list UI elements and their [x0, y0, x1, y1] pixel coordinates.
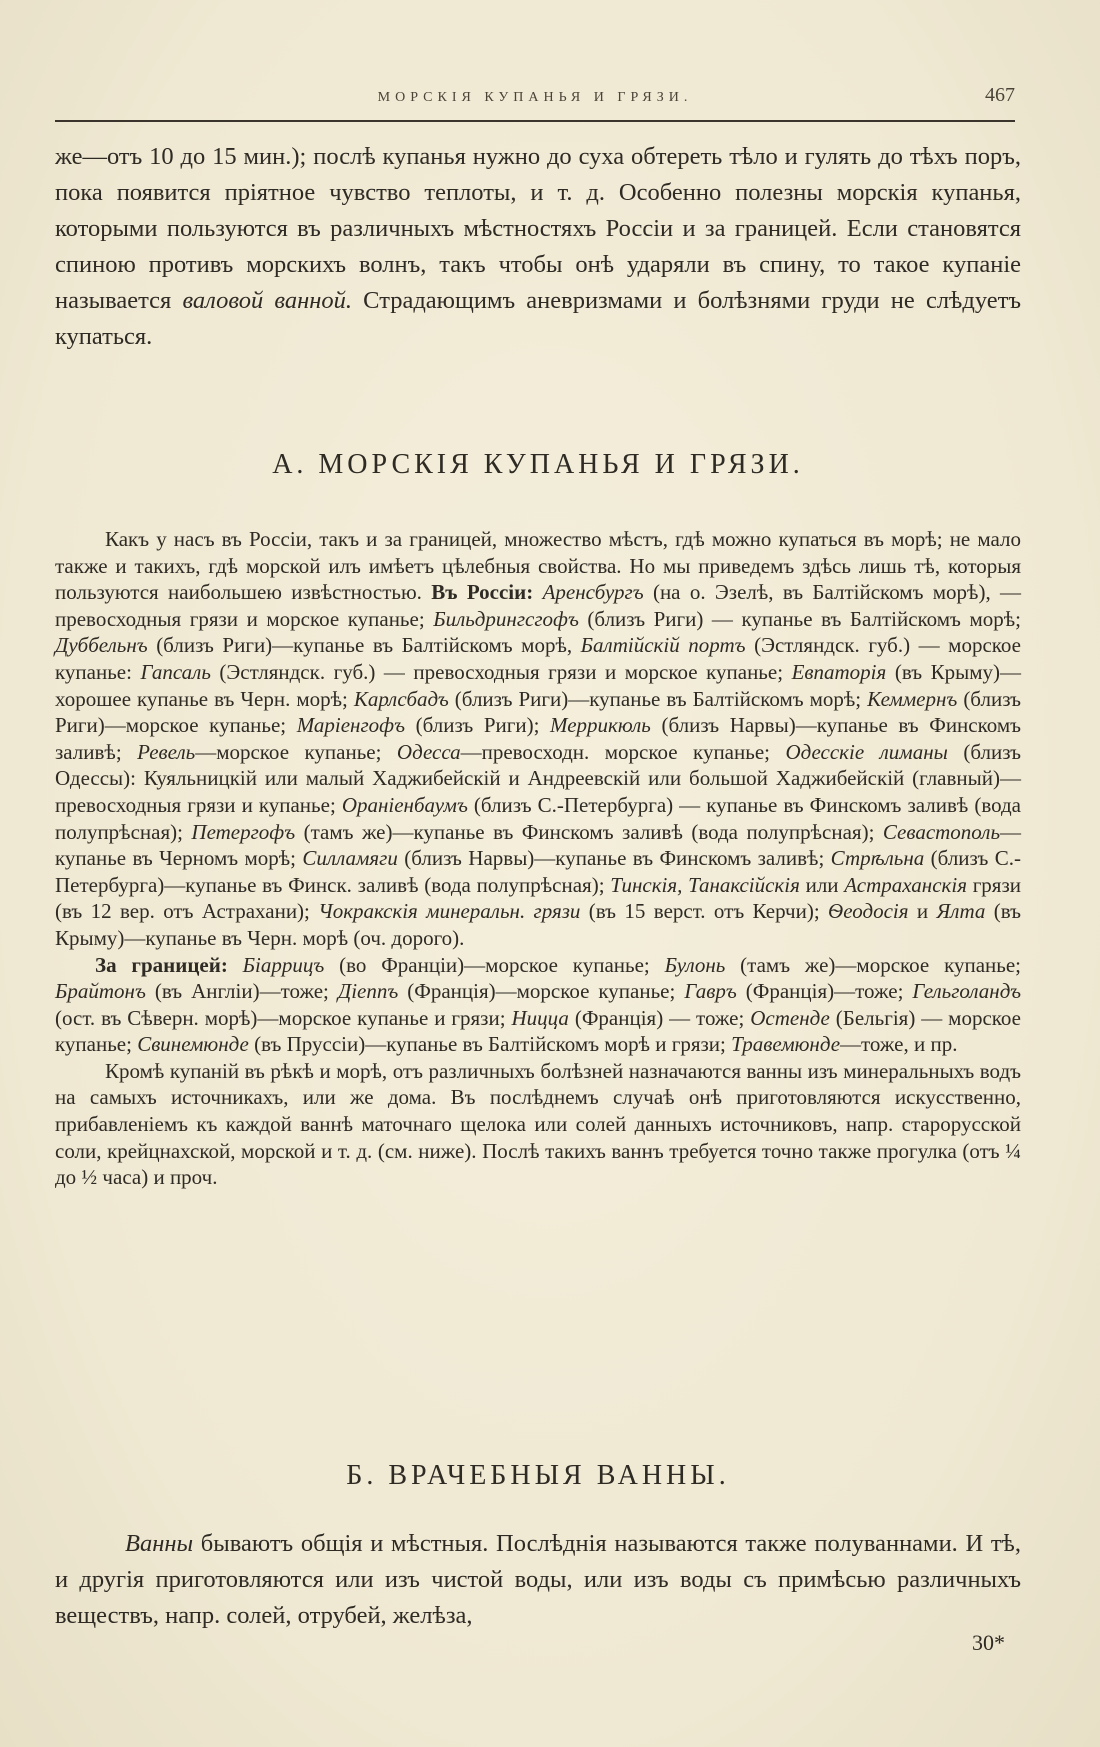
russia-place-name: Бильдрингсгофъ	[433, 606, 579, 631]
russia-place-description: (на о. Эзелѣ, въ Балтійскомъ морѣ), — превосходныя грязи и морское купанье;	[55, 580, 1022, 631]
russia-place-description: —морское купанье;	[195, 739, 397, 764]
abroad-place-name: Травемюнде	[731, 1032, 841, 1057]
russia-place-description: (близъ Риги) — купанье въ Балтійскомъ морѣ;	[578, 606, 1021, 631]
abroad-place-name: Брайтонъ	[55, 979, 146, 1004]
section-a-paragraph-2	[55, 952, 1021, 1058]
section-b-text: бываютъ общія и мѣстныя. Послѣднія называются также полуваннами. И тѣ, и другія приготовляются или изъ чистой воды, или изъ воды съ примѣсью различныхъ веществъ, напр. солей, отрубей, желѣза,	[55, 1530, 1021, 1629]
russia-place-name: Петергофъ	[191, 819, 296, 844]
russia-place-description: грязи (въ 12 вер. отъ Астрахани);	[55, 872, 1021, 924]
russia-place-name: Астраханскія	[844, 872, 967, 897]
russia-place-description: (въ Крыму)—купанье въ Черн. морѣ (оч. дорого).	[55, 899, 1021, 950]
russia-place-description: или	[799, 872, 845, 897]
russia-place-name: Кеммернъ	[867, 686, 958, 711]
abroad-place-name: Свинемюнде	[137, 1032, 249, 1057]
russia-place-description: (Эстляндск. губ.) — превосходныя грязи и морское купанье;	[210, 659, 792, 684]
russia-place-name: Ораніенбаумъ	[341, 792, 468, 817]
abroad-place-name: Гавръ	[684, 979, 737, 1004]
page-number: 467	[985, 84, 1015, 106]
russia-place-description: (близъ Нарвы)—купанье въ Финскомъ заливѣ;	[55, 713, 1022, 764]
printer-signature: 30*	[972, 1630, 1005, 1655]
running-title: МОРСКІЯ КУПАНЬЯ И ГРЯЗИ.	[377, 90, 693, 105]
russia-place-name: Чокракскія минеральн. грязи	[318, 899, 581, 924]
abroad-place-name: Ницца	[511, 1005, 569, 1030]
abroad-place-description: —тоже, и пр.	[840, 1032, 958, 1057]
abroad-place-description: (въ Пруссіи)—купанье въ Балтійскомъ морѣ и грязи;	[248, 1032, 732, 1057]
russia-place-name: Евпаторія	[791, 659, 887, 684]
russia-place-description: (въ Крыму)—хорошее купанье въ Черн. морѣ;	[55, 659, 1021, 711]
russia-place-description: (близъ Риги)—купанье въ Балтійскомъ морѣ,	[147, 633, 581, 658]
russia-place-name: Силламяги	[302, 846, 398, 871]
section-b-heading: Б. ВРАЧЕБНЫЯ ВАННЫ.	[346, 1460, 730, 1491]
russia-place-description: и	[908, 899, 937, 924]
section-b-body	[55, 1526, 1021, 1634]
russia-places-list	[55, 580, 1021, 950]
russia-place-name: Дуббельнъ	[55, 633, 148, 658]
russia-place-name: Балтійскій портъ	[580, 633, 746, 658]
russia-place-name: Одесскіе лиманы	[785, 739, 948, 764]
section-b-italic-term: Ванны	[125, 1530, 194, 1557]
russia-place-name: Аренсбургъ	[542, 580, 644, 605]
intro-text: же—отъ 10 до 15 мин.); послѣ купанья нужно до суха обтереть тѣло и гулять до тѣхъ поръ, пока появится пріятное чувство теплоты, и т. д. Особенно полезны морскія купанья, которыми пользуются въ различныхъ мѣстностяхъ Россіи и за границей. Если становятся спиною противъ морскихъ волнъ, такъ чтобы онѣ ударяли въ спину, то такое купаніе называется	[55, 143, 1021, 314]
russia-label: Въ Россіи:	[431, 580, 534, 605]
russia-place-description: (близъ Риги)—купанье въ Балтійскомъ морѣ;	[448, 686, 868, 711]
russia-place-name: Стрѣльна	[830, 846, 925, 871]
russia-place-name: Тинскія, Танаксійскія	[610, 872, 800, 897]
intro-tail-text: Страдающимъ аневризмами и болѣзнями груди не слѣдуетъ купаться.	[55, 287, 1021, 350]
abroad-place-description: (ост. въ Сѣверн. морѣ)—морское купанье и грязи;	[55, 1005, 512, 1030]
russia-place-description: (въ 15 верст. отъ Керчи);	[580, 899, 829, 924]
section-a-lead: Какъ у насъ въ Россіи, такъ и за границей, множество мѣстъ, гдѣ можно купаться въ морѣ; не мало также и такихъ, гдѣ морской илъ имѣетъ цѣлебныя свойства. Но мы приведемъ здѣсь лишь тѣ, которыя пользуются наибольшею извѣстностью.	[55, 527, 1021, 605]
russia-place-name: Гапсаль	[140, 659, 211, 684]
abroad-place-description: (тамъ же)—морское купанье;	[725, 952, 1022, 977]
russia-place-description: (близъ Одессы): Куяльницкій или малый Хаджибейскій и Андреевскій или большой Хаджибейскій (главный)—превосходныя грязи и купанье;	[55, 739, 1021, 817]
abroad-place-description: (Франція)—тоже;	[736, 979, 913, 1004]
russia-place-name: Ѳеодосія	[828, 899, 909, 924]
abroad-place-name: Булонь	[664, 952, 726, 977]
section-a-heading: А. МОРСКІЯ КУПАНЬЯ И ГРЯЗИ.	[272, 449, 804, 480]
russia-place-description: (близъ Риги)—морское купанье;	[55, 686, 1021, 738]
section-a-paragraph-1	[55, 526, 1021, 952]
russia-place-description: (близъ С.-Петербурга)—купанье въ Финск. заливѣ (вода полупрѣсная);	[55, 846, 1021, 897]
russia-place-name: Одесса	[396, 739, 461, 764]
abroad-place-name: Діеппъ	[337, 979, 399, 1004]
running-header	[55, 84, 1015, 122]
intro-paragraph	[55, 139, 1021, 355]
russia-place-description: (Эстляндск. губ.) — морское купанье:	[55, 633, 1021, 684]
russia-place-description: —купанье въ Черномъ морѣ;	[55, 819, 1021, 871]
abroad-place-description: (Франція) — тоже;	[568, 1005, 751, 1030]
abroad-label: За границей:	[95, 952, 228, 977]
abroad-place-description: (Бельгія) — морское купанье;	[55, 1005, 1022, 1057]
russia-place-description: —превосходн. морское купанье;	[460, 739, 786, 764]
abroad-place-description: (въ Англіи)—тоже;	[145, 979, 338, 1004]
section-b-paragraph-1	[55, 1526, 1021, 1634]
intro-italic-term: валовой ванной.	[182, 287, 353, 314]
intro-paragraph-block	[55, 139, 1021, 355]
russia-place-name: Ялта	[936, 899, 986, 924]
russia-place-description: (близъ Риги);	[404, 713, 551, 738]
russia-place-name: Севастополь	[882, 819, 1000, 844]
russia-place-name: Ревель	[137, 739, 196, 764]
abroad-place-name: Гельголандъ	[912, 979, 1021, 1004]
russia-place-name: Маріенгофъ	[296, 713, 405, 738]
russia-place-name: Карлсбадъ	[353, 686, 449, 711]
section-a-body	[55, 526, 1021, 1191]
russia-place-name: Меррикюль	[550, 713, 651, 738]
russia-place-description: (близъ С.-Петербурга) — купанье въ Финскомъ заливѣ (вода полупрѣсная);	[55, 792, 1021, 844]
russia-place-description: (близъ Нарвы)—купанье въ Финскомъ заливѣ;	[397, 846, 831, 871]
abroad-place-description: (Франція)—морское купанье;	[398, 979, 685, 1004]
section-a-paragraph-3: Кромѣ купаній въ рѣкѣ и морѣ, отъ различныхъ болѣзней назначаются ванны изъ минеральныхъ водъ на самыхъ источникахъ, или же дома. Въ послѣднемъ случаѣ онѣ приготовляются искусственно, прибавленіемъ къ каждой ваннѣ маточнаго щелока или солей данныхъ источниковъ, напр. старорусской соли, крейцнахской, морской и т. д. (см. ниже). Послѣ такихъ ваннъ требуется точно также прогулка (отъ ¼ до ½ часа) и проч.	[55, 1058, 1021, 1190]
abroad-place-name: Біаррицъ	[242, 952, 325, 977]
russia-place-description: (тамъ же)—купанье въ Финскомъ заливѣ (вода полупрѣсная);	[295, 819, 883, 844]
abroad-place-name: Остенде	[750, 1005, 830, 1030]
abroad-place-description: (во Франціи)—морское купанье;	[324, 952, 665, 977]
